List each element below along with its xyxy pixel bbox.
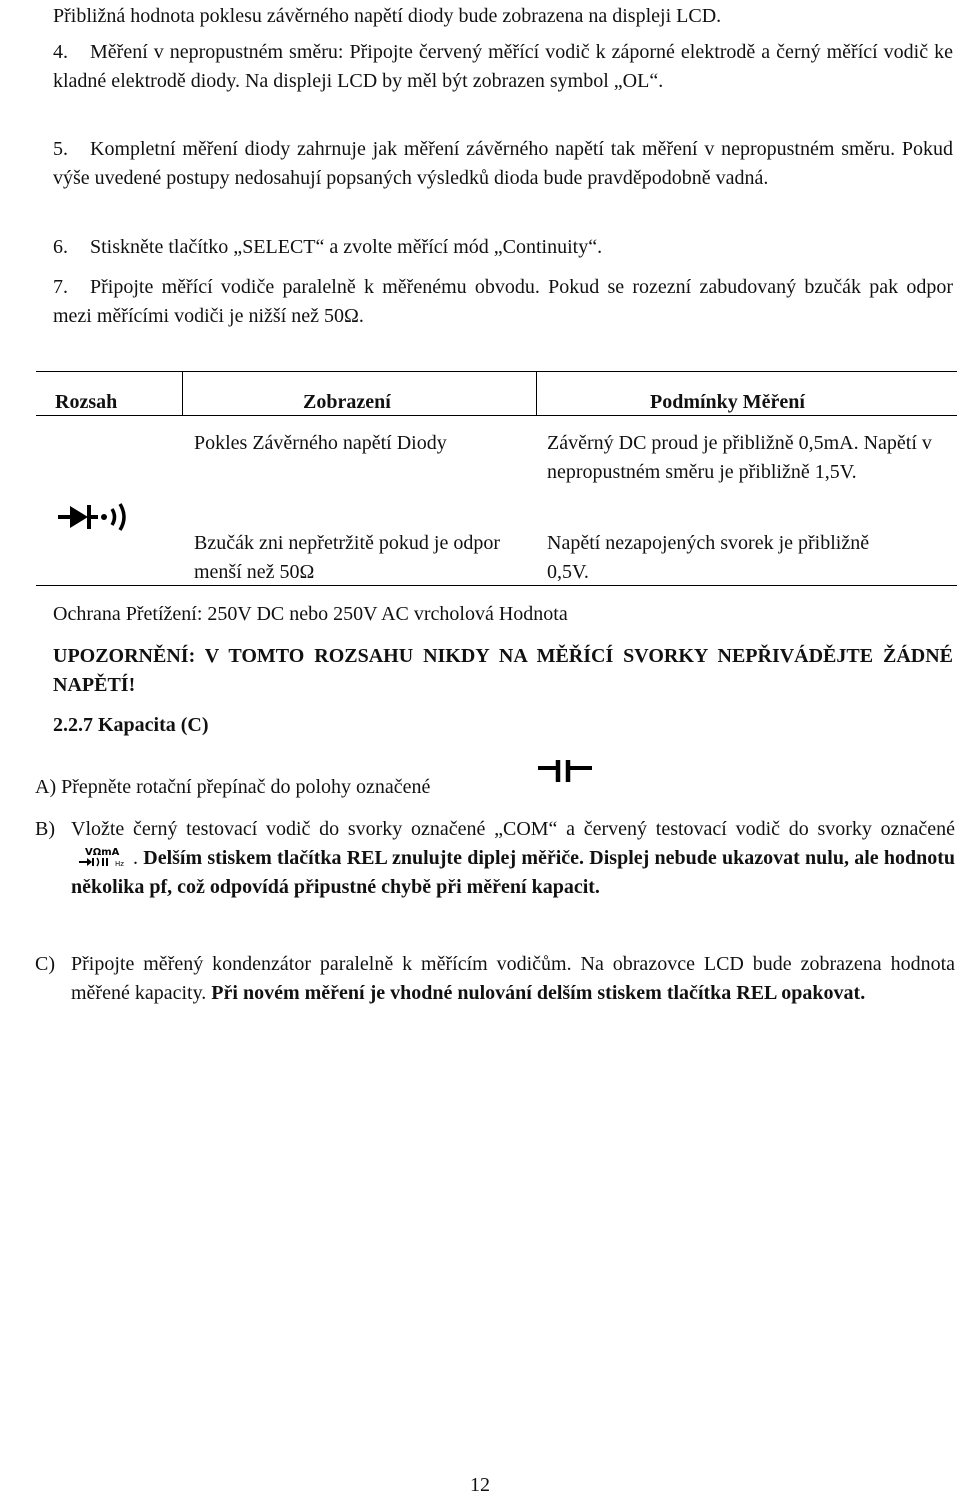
page-number: 12 xyxy=(470,1474,490,1496)
table-cell-display-2: Bzučák zni nepřetržitě pokud je odpor menší než 50Ω xyxy=(194,532,500,583)
table-header-range: Rozsah xyxy=(55,391,118,413)
step-bold-text: Při novém měření je vhodné nulování delším stiskem tlačítka REL opakovat. xyxy=(211,982,866,1004)
step-label: A) xyxy=(35,776,57,798)
step-text: Vložte černý testovací vodič do svorky označené „COM“ a červený testovací vodič do svorky označené xyxy=(71,818,955,840)
list-text: Stiskněte tlačítko „SELECT“ a zvolte měřící mód „Continuity“. xyxy=(90,236,603,258)
step-label: C) xyxy=(35,953,55,975)
list-item-4 xyxy=(53,38,953,96)
step-a xyxy=(35,773,955,802)
list-number: 4. xyxy=(53,41,68,63)
warning-text: UPOZORNĚNÍ: V TOMTO ROZSAHU NIKDY NA MĚŘÍCÍ SVORKY NEPŘIVÁDĚJTE ŽÁDNÉ NAPĚTÍ! xyxy=(53,645,953,696)
table-cell-conditions-2: Napětí nezapojených svorek je přibližně 0,5V. xyxy=(547,532,870,583)
list-text: Měření v nepropustném směru: Připojte červený měřící vodič k záporné elektrodě a černý měřící vodič ke kladné elektrodě diody. Na displeji LCD by měl být zobrazen symbol „OL“. xyxy=(53,41,953,92)
capacitor-icon xyxy=(538,760,592,782)
list-item-5 xyxy=(53,135,953,193)
diode-continuity-icon xyxy=(58,500,134,534)
list-number: 5. xyxy=(53,138,68,160)
vomahz-terminal-icon xyxy=(79,846,129,868)
intro-text: Přibližná hodnota poklesu závěrného napětí diody bude zobrazena na displeji LCD. xyxy=(53,5,722,27)
list-number: 7. xyxy=(53,276,68,298)
overload-protection-text: Ochrana Přetížení: 250V DC nebo 250V AC vrcholová Hodnota xyxy=(53,603,568,625)
step-text-punct: . xyxy=(133,847,138,869)
step-label: B) xyxy=(35,818,55,840)
step-bold-text: Delším stiskem tlačítka REL znulujte diplej měřiče. Displej nebude ukazovat nulu, ale hodnotu několika pf, což odpovídá připustné chybě při měření kapacit. xyxy=(71,847,956,898)
step-text: Připojte měřený kondenzátor paralelně k měřícím vodičům. Na obrazovce LCD bude zobrazena hodnota měřené kapacity. xyxy=(71,953,955,1004)
step-text: Přepněte rotační přepínač do polohy označené xyxy=(61,776,431,798)
list-number: 6. xyxy=(53,236,68,258)
list-item-6 xyxy=(53,233,953,262)
svg-text:Hz: Hz xyxy=(115,860,124,869)
section-title: 2.2.7 Kapacita (C) xyxy=(53,714,209,736)
list-text: Připojte měřící vodiče paralelně k měřenému obvodu. Pokud se rozezní zabudovaný bzučák pak odpor mezi měřícími vodiči je nižší než 50Ω. xyxy=(53,276,953,327)
table-header-display: Zobrazení xyxy=(303,391,391,413)
list-text: Kompletní měření diody zahrnuje jak měření závěrného napětí tak měření v nepropustném směru. Pokud výše uvedené postupy nedosahují popsaných výsledků dioda bude pravděpodobně vadná. xyxy=(53,138,953,189)
svg-text:VΩmA: VΩmA xyxy=(85,847,120,859)
table-cell-conditions-1: Závěrný DC proud je přibližně 0,5mA. Napětí v nepropustném směru je přibližně 1,5V. xyxy=(547,432,932,483)
table-cell-display-1: Pokles Závěrného napětí Diody xyxy=(194,432,447,454)
list-item-7 xyxy=(53,273,953,331)
table-header-conditions: Podmínky Měření xyxy=(650,391,805,413)
